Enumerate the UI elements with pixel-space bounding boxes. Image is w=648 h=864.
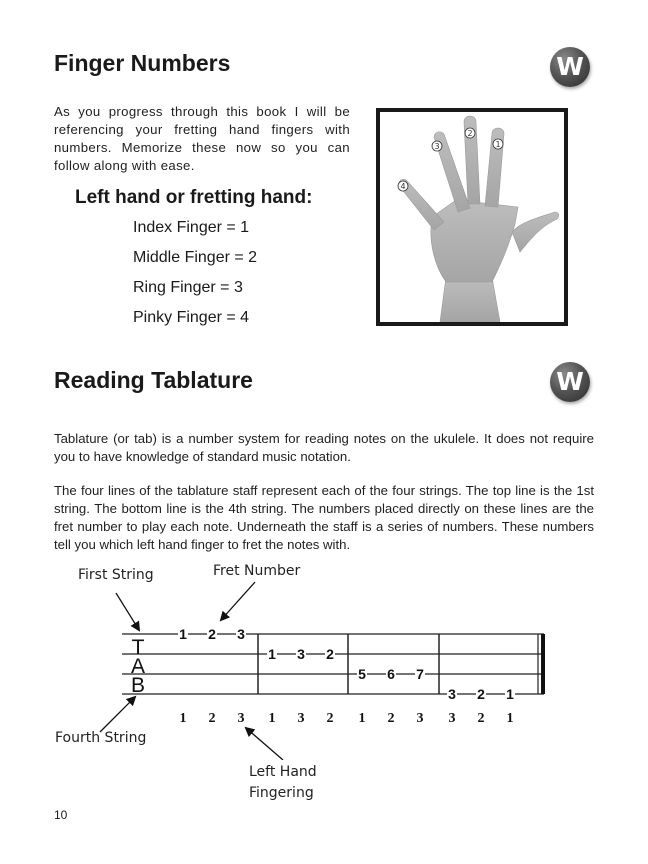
fingering-number: 1 (268, 711, 276, 726)
intro-paragraph (54, 103, 350, 175)
tab-fret-number: 5 (358, 666, 366, 682)
palm-shape (431, 200, 518, 282)
tab-fret-number: 1 (268, 646, 276, 662)
finger-marker-label: 4 (400, 182, 406, 191)
fingering-number: 2 (387, 711, 395, 726)
tab-fret-number: 1 (179, 626, 187, 642)
fingering-number: 1 (179, 711, 187, 726)
tablature-paragraph-2: The four lines of the tablature staff represent each of the four strings. The top line is the 1st string. The bottom line is the 4th string. The numbers placed directly on these lines are the fret number to play each note. Underneath the staff is a series of numbers. These numbers tell you which left hand finger to fret the notes with. (54, 483, 594, 552)
label-fret-number: Fret Number (213, 563, 301, 579)
fingering-number: 2 (477, 711, 485, 726)
tab-fret-number: 3 (237, 626, 245, 642)
finger-marker-label: 2 (467, 129, 473, 138)
finger-marker-label: 3 (434, 142, 440, 151)
tab-fret-number: 7 (416, 666, 424, 682)
fingering-number: 1 (506, 711, 514, 726)
tab-fret-number: 2 (477, 686, 485, 702)
tab-fret-number: 6 (387, 666, 395, 682)
tab-fret-number: 2 (208, 626, 216, 642)
w-badge-icon[interactable]: W (550, 47, 590, 87)
tab-clef-letter: B (130, 674, 146, 697)
arrow-fret-number-icon (221, 582, 255, 620)
final-bar-thick (541, 634, 545, 694)
fingering-number: 1 (358, 711, 366, 726)
label-first-string: First String (78, 567, 154, 583)
tablature-paragraph-1: Tablature (or tab) is a number system for reading notes on the ukulele. It does not require you to have knowledge of standard music notation. (54, 431, 594, 464)
finger-item-ring: Ring Finger = 3 (133, 279, 243, 296)
tab-fret-number: 2 (326, 646, 334, 662)
fingering-number: 3 (237, 711, 245, 726)
finger-item-middle: Middle Finger = 2 (133, 249, 258, 266)
tab-fret-number: 3 (448, 686, 456, 702)
fretting-hand-subheading: Left hand or fretting hand: (75, 187, 313, 208)
arrow-left-hand-fingering-icon (246, 728, 283, 760)
tab-clef-letter: T (131, 636, 145, 659)
intro-line: numbers. Memorize these now so you can (54, 140, 350, 155)
tab-fret-number: 3 (297, 646, 305, 662)
fingering-number: 3 (297, 711, 305, 726)
label-left-hand: Left Hand (249, 764, 317, 780)
w-badge-icon[interactable]: W (550, 362, 590, 402)
finger-item-pinky: Pinky Finger = 4 (133, 309, 250, 326)
label-fingering: Fingering (249, 785, 314, 801)
finger-marker-label: 1 (495, 140, 501, 149)
fingering-number: 2 (208, 711, 216, 726)
intro-line: referencing your fretting hand fingers with (54, 122, 350, 137)
finger-item-index: Index Finger = 1 (133, 219, 250, 236)
hand-image-frame (376, 108, 568, 326)
intro-line: As you progress through this book I will be (54, 104, 350, 119)
tab-fret-number: 1 (506, 686, 514, 702)
tab-clef-letter: A (130, 655, 146, 678)
thumb (512, 212, 559, 252)
hand-illustration (380, 112, 564, 322)
tablature-staff (0, 560, 648, 760)
fingering-number: 3 (448, 711, 456, 726)
section-title-reading-tablature: Reading Tablature (54, 367, 253, 393)
page-number: 10 (54, 808, 68, 822)
fingering-number: 2 (326, 711, 334, 726)
wrist-shape (440, 277, 500, 322)
arrow-first-string-icon (116, 593, 139, 630)
section-title-finger-numbers: Finger Numbers (54, 50, 231, 76)
label-fourth-string: Fourth String (55, 730, 147, 746)
intro-line: follow along with ease. (54, 158, 195, 173)
arrow-fourth-string-icon (100, 697, 135, 732)
fingering-number: 3 (416, 711, 424, 726)
